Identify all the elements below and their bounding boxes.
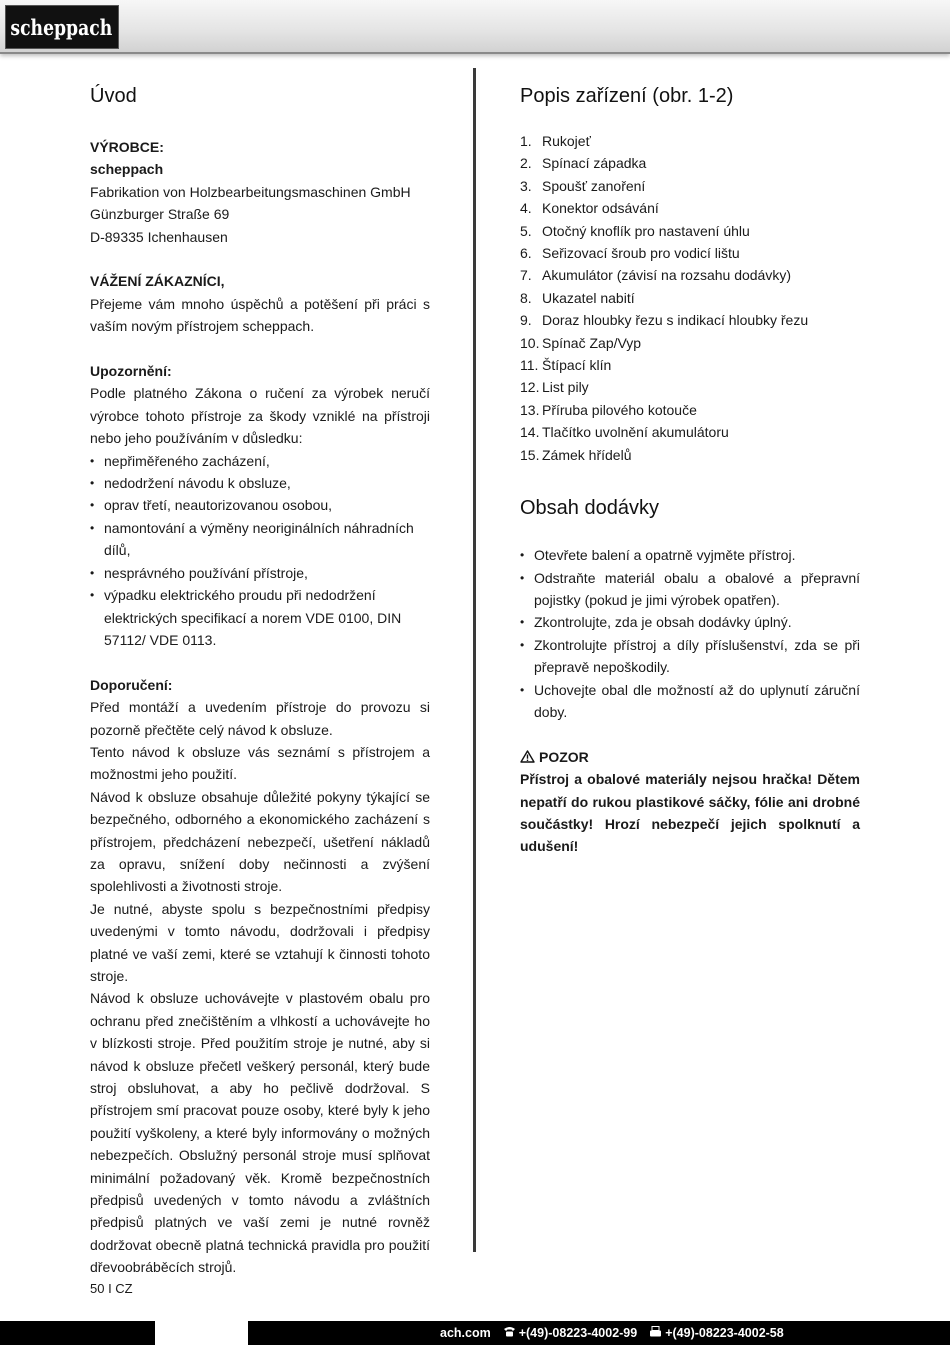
list-item: • Zkontrolujte, zda je obsah dodávky úplný. [520, 611, 860, 633]
item-text: Konektor odsávání [542, 200, 659, 217]
list-item [520, 175, 860, 197]
notice-list [90, 450, 430, 652]
item-text: Akumulátor (závisí na rozsahu dodávky) [542, 267, 791, 284]
list-item [520, 130, 860, 152]
list-item: • oprav třetí, neautorizovanou osobou, [90, 494, 430, 516]
list-item: • Odstraňte materiál obalu a obalové a přepravní pojistky (pokud je jimi výrobek opatřen). [520, 567, 860, 612]
item-number: 1. [520, 133, 532, 149]
item-text: Spoušť zanoření [542, 177, 646, 194]
notice-text: Podle platného Zákona o ručení za výrobek neručí výrobce tohoto přístroje za škody vzniklé na přístroji nebo jeho používáním v důsledku: [90, 385, 430, 447]
list-item: • nepřiměřeného zacházení, [90, 450, 430, 472]
list-item: • Otevřete balení a opatrně vyjměte přístroj. [520, 544, 860, 566]
manufacturer-label: VÝROBCE: [90, 139, 164, 155]
list-item [520, 309, 860, 331]
item-number: 14. [520, 424, 540, 441]
manufacturer-name: scheppach [90, 161, 164, 178]
parts-heading: Popis zařízení (obr. 1-2) [520, 85, 734, 107]
item-text: Tlačítko uvolnění akumulátoru [542, 424, 729, 441]
warning-title [520, 746, 860, 768]
list-item [520, 152, 860, 174]
recommend-paragraph: Před montáží a uvedením přístroje do provozu si pozorně přečtěte celý návod k obsluze. [90, 699, 430, 738]
delivery-heading: Obsah dodávky [520, 497, 659, 520]
list-item [520, 220, 860, 242]
item-number: 3. [520, 177, 532, 194]
list-item: • nesprávného používání přístroje, [90, 562, 430, 584]
address-line-2: Günzburger Straße 69 [90, 206, 230, 223]
list-item [520, 376, 860, 398]
fax-icon [649, 1321, 662, 1345]
logo-text: scheppach [10, 15, 113, 41]
item-number: 4. [520, 200, 532, 217]
list-item: • nedodržení návodu k obsluze, [90, 472, 430, 494]
list-item [520, 421, 860, 443]
list-item [520, 264, 860, 286]
footer-phone: +(49)-08223-4002-99 [518, 1326, 638, 1340]
warning-text: Přístroj a obalové materiály nejsou hračka! Dětem nepatří do rukou plastikové sáčky, fólie ani drobné součástky! Hrozí nebezpečí jejich spolknutí a udušení! [520, 771, 860, 855]
page-header [0, 0, 950, 54]
column-divider [473, 68, 476, 1252]
item-number: 13. [520, 401, 540, 418]
address-line-3: D-89335 Ichenhausen [90, 228, 228, 245]
item-text: Otočný knoflík pro nastavení úhlu [542, 222, 750, 239]
item-number: 12. [520, 379, 540, 396]
item-text: List pily [542, 379, 589, 396]
item-number: 8. [520, 289, 532, 306]
warning-label: POZOR [539, 748, 589, 765]
footer-web[interactable]: ach.com [440, 1326, 491, 1340]
item-number: 5. [520, 222, 532, 239]
parts-list [520, 130, 860, 466]
recommend-paragraph: Tento návod k obsluze vás seznámí s přístrojem a možnostmi jeho použití. [90, 743, 430, 783]
phone-icon [503, 1321, 516, 1345]
footer-fax: +(49)-08223-4002-58 [665, 1326, 784, 1340]
right-column [520, 80, 860, 858]
list-item [520, 242, 860, 264]
recommend-paragraph: Návod k obsluze uchovávejte v plastovém obalu pro ochranu před znečištěním a vlhkostí a uchovávejte ho v blízkosti stroje. Před použitím stroje je nutné, aby si návod k obsluze přečetl veškerý personál, který bude stroj obsluhovat, a aby ho pečlivě dodržoval. S přístrojem smí pracovat pouze osoby, které byly k jeho použití vyškoleny, a které byly informovány o možných nebezpečích. Obslužný personál stroje musí splňovat minimální požadovaný věk. Kromě bezpečnostních předpisů uvedených v tomto návodu a zvláštních předpisů platných ve vaší zemi je nutné rovněž dodržovat obecně platná technická pravidla pro použití dřevoobráběcích strojů. [90, 990, 430, 1276]
item-text: Spínací západka [542, 155, 647, 172]
list-item: • namontování a výměny neoriginálních náhradních dílů, [90, 517, 430, 562]
warning-triangle-icon [520, 750, 535, 763]
list-item [520, 287, 860, 309]
footer-white-block [155, 1321, 248, 1345]
item-number: 15. [520, 446, 540, 463]
item-text: Příruba pilového kotouče [542, 401, 697, 418]
list-item: • Zkontrolujte přístroj a díly příslušenství, zda se při přepravě nepoškodily. [520, 634, 860, 679]
intro-heading: Úvod [90, 85, 137, 107]
left-column [90, 80, 430, 1279]
item-number: 7. [520, 267, 532, 284]
recommend-paragraph: Návod k obsluze obsahuje důležité pokyny týkající se bezpečného, odborného a ekonomického zacházení s přístrojem, předcházení nebezpečí, ušetření nákladů za opravu, snížení doby nečinnosti a zvýšení spolehlivosti a životnosti stroje. [90, 788, 430, 895]
customers-label: VÁŽENÍ ZÁKAZNÍCI, [90, 273, 225, 290]
customers-text: Přejeme vám mnoho úspěchů a potěšení při práci s vaším novým přístrojem scheppach. [90, 295, 430, 335]
item-text: Zámek hřídelů [542, 446, 632, 463]
delivery-list [520, 544, 860, 723]
item-number: 11. [520, 357, 539, 374]
list-item [520, 354, 860, 376]
item-text: Spínač Zap/Vyp [542, 334, 642, 351]
item-text: Doraz hloubky řezu s indikací hloubky řezu [542, 312, 809, 329]
item-number: 9. [520, 312, 532, 329]
item-text: Rukojeť [542, 133, 591, 149]
recommend-paragraph: Je nutné, abyste spolu s bezpečnostními předpisy uvedenými v tomto návodu, dodržovali i předpisy platné ve vaší zemi, které se vztahují k činnosti tohoto stroje. [90, 900, 430, 984]
item-text: Seřizovací šroub pro vodicí lištu [542, 245, 740, 262]
list-item [520, 399, 860, 421]
item-number: 2. [520, 155, 532, 172]
item-text: Štípací klín [542, 357, 612, 374]
recommend-label: Doporučení: [90, 676, 173, 693]
item-number: 6. [520, 245, 532, 262]
page-number: 50 I CZ [90, 1281, 133, 1296]
address-line-1: Fabrikation von Holzbearbeitungsmaschinen GmbH [90, 183, 411, 200]
list-item: • Uchovejte obal dle možností až do uplynutí záruční doby. [520, 679, 860, 724]
footer-contact [440, 1321, 784, 1345]
list-item [520, 444, 860, 466]
scheppach-logo [5, 5, 119, 49]
list-item: • výpadku elektrického proudu při nedodržení elektrických specifikací a norem VDE 0100, DIN 57112/ VDE 0113. [90, 584, 430, 651]
item-number: 10. [520, 334, 540, 351]
list-item [520, 332, 860, 354]
item-text: Ukazatel nabití [542, 289, 635, 306]
list-item [520, 197, 860, 219]
notice-label: Upozornění: [90, 363, 172, 380]
